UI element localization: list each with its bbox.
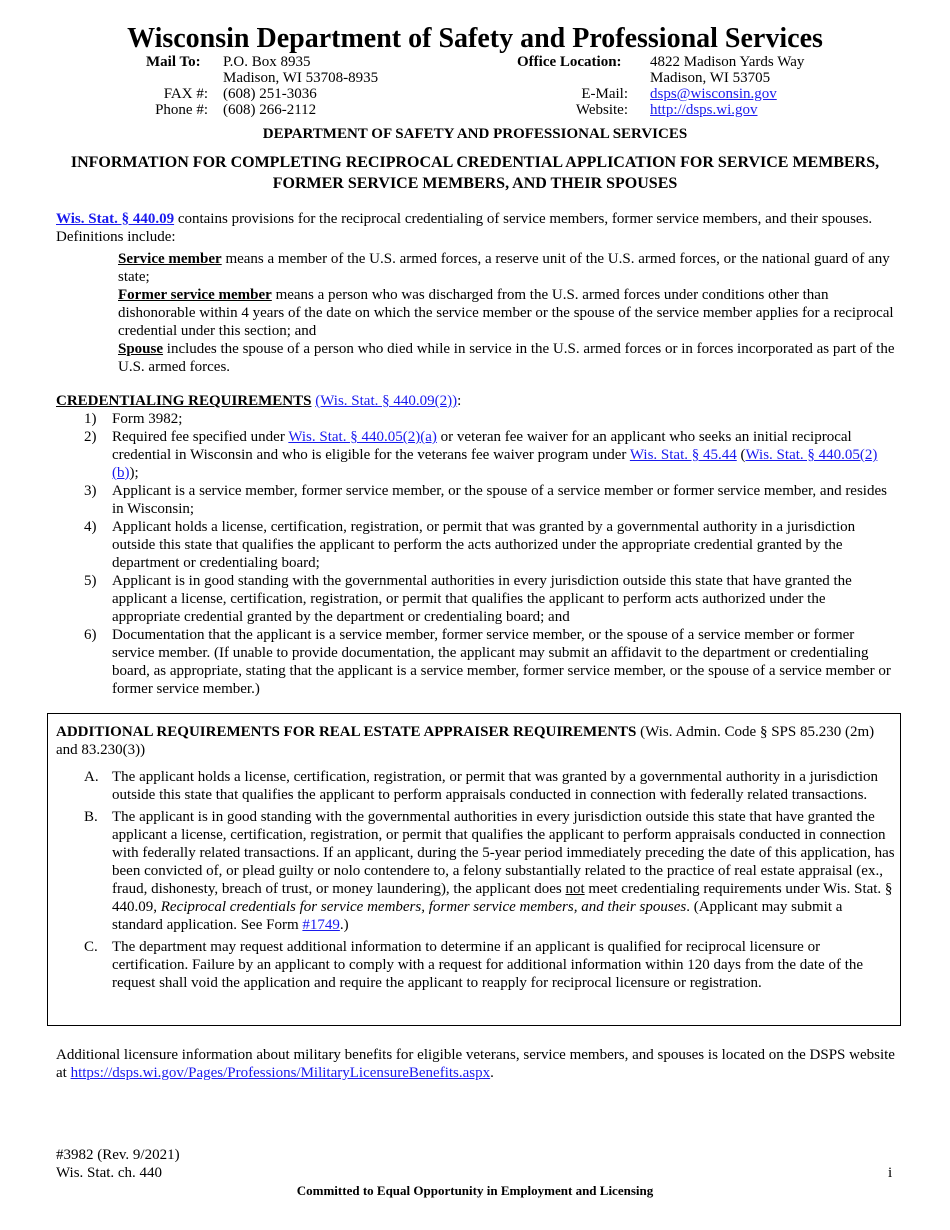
fax-value: (608) 251-3036 [223, 86, 317, 102]
info-title: INFORMATION FOR COMPLETING RECIPROCAL CREDENTIAL APPLICATION FOR SERVICE MEMBERS, FORMER SERVICE MEMBERS, AND THEIR SPOUSES [70, 154, 880, 192]
list-number: 4) [84, 519, 97, 535]
office-location-label: Office Location: [517, 54, 622, 70]
appraiser-item [56, 768, 896, 804]
definition-spouse [118, 340, 896, 376]
phone-label: Phone #: [155, 102, 208, 118]
requirement-text: Documentation that the applicant is a service member, former service member, or the spouse of a service member or former service member. (If unable to provide documentation, the applicant may submit an affidavit to the department or credentialing board, as appropriate, stating that the applicant is a service member, former service member, or the spouse of a service member or former service member.) [112, 627, 891, 697]
requirement-text: ); [129, 465, 139, 481]
appraiser-item [56, 938, 896, 992]
definition-text: means a person who was discharged from the U.S. armed forces under conditions other than dishonorable within 4 years of the date on which the service member or the spouse of the service member applies for a reciprocal credential under this section; and [118, 287, 894, 339]
appraiser-item [56, 808, 896, 934]
fax-label: FAX #: [163, 86, 208, 102]
appraiser-text: The applicant is in good standing with the governmental authorities in every jurisdiction outside this state that have granted the applicant a license, certification, registration, or permit that qualifies the applicant to perform appraisals conducted in connection with federally related transactions. If an applicant, during the 5-year period immediately preceding the date of this application, has been convicted of, or plead guilty or nolo contendere to, a felony substantially related to the practice of real estate appraisal (ex., fraud, dishonesty, breach of trust, or money laundering), the applicant does [112, 809, 895, 897]
intro-paragraph [56, 210, 896, 246]
footer-statute: Wis. Stat. ch. 440 [56, 1165, 163, 1181]
phone-value: (608) 266-2112 [223, 102, 317, 118]
military-benefits-link[interactable]: https://dsps.wi.gov/Pages/Professions/MilitaryLicensureBenefits.aspx [70, 1065, 491, 1081]
appraiser-text: The department may request additional information to determine if an applicant is qualified for reciprocal licensure or certification. Failure by an applicant to comply with a request for additional information within 120 days from the date of the request shall void the application and require the applicant to reapply for reciprocal licensure or registration. [112, 939, 864, 991]
requirement-item [56, 518, 896, 572]
intro-text: contains provisions for the reciprocal credentialing of service members, former service members, and their spouses. Definitions include: [56, 211, 873, 245]
page-number: i [888, 1165, 893, 1181]
office-line2: Madison, WI 53705 [650, 70, 771, 86]
email-label: E-Mail: [581, 86, 628, 102]
list-number: 1) [84, 411, 97, 427]
credentialing-requirements-list [56, 410, 896, 698]
credentialing-colon: : [457, 393, 462, 409]
appraiser-requirements-list [56, 768, 896, 996]
appraiser-text: . (Applicant may submit a standard application. See Form [112, 899, 843, 933]
appraiser-heading-text: ADDITIONAL REQUIREMENTS FOR REAL ESTATE APPRAISER REQUIREMENTS [56, 724, 637, 740]
list-letter: C. [84, 939, 98, 955]
appraiser-text: The applicant holds a license, certification, registration, or permit that was granted by a governmental authority in a jurisdiction outside this state that qualifies the applicant to perform appraisals conducted in connection with federally related transactions. [112, 769, 879, 803]
email-link[interactable]: dsps@wisconsin.gov [650, 86, 777, 102]
office-line1: 4822 Madison Yards Way [650, 54, 805, 70]
additional-info-end: . [490, 1065, 494, 1081]
appraiser-heading [56, 723, 886, 759]
definition-text: means a member of the U.S. armed forces, a reserve unit of the U.S. armed forces, or the national guard of any state; [118, 251, 890, 285]
definition-text: includes the spouse of a person who died while in service in the U.S. armed forces or in forces incorporated as part of the U.S. armed forces. [118, 341, 895, 375]
credentialing-heading [56, 392, 896, 410]
credentialing-heading-text: CREDENTIALING REQUIREMENTS [56, 393, 312, 409]
requirement-item [56, 410, 896, 428]
department-heading: DEPARTMENT OF SAFETY AND PROFESSIONAL SERVICES [262, 126, 688, 142]
page-title: Wisconsin Department of Safety and Professional Services [127, 23, 823, 54]
requirement-item [56, 572, 896, 626]
requirement-item [56, 626, 896, 698]
appraiser-italic-title: Reciprocal credentials for service members, former service members, and their spouses [160, 899, 687, 915]
website-label: Website: [575, 102, 628, 118]
statute-440-09-link[interactable]: Wis. Stat. § 440.09 [56, 211, 175, 227]
additional-info-text: Additional licensure information about military benefits for eligible veterans, service members, and spouses is located on the DSPS website at [56, 1047, 895, 1081]
definition-term: Former service member [118, 287, 272, 303]
definition-former-service-member [118, 286, 896, 340]
requirement-text: ( [736, 447, 746, 463]
requirement-text: Required fee specified under [112, 429, 289, 445]
requirement-text: or veteran fee waiver for an applicant who seeks an initial reciprocal credential in Wisconsin and who is eligible for the veterans fee waiver program under [112, 429, 852, 463]
statute-440-05-2b-link[interactable]: Wis. Stat. § 440.05(2)(b) [112, 447, 878, 481]
requirement-item [56, 482, 896, 518]
equal-opportunity-statement: Committed to Equal Opportunity in Employment and Licensing [296, 1183, 654, 1198]
list-letter: A. [84, 769, 99, 785]
appraiser-text: .) [339, 917, 349, 933]
appraiser-heading-cite: (Wis. Admin. Code § SPS 85.230 (2m) and 83.230(3)) [56, 724, 875, 758]
statute-45-44-link[interactable]: Wis. Stat. § 45.44 [629, 447, 737, 463]
requirement-text: Applicant is a service member, former service member, or the spouse of a service member or former service member, and resides in Wisconsin; [112, 483, 887, 517]
mail-to-label: Mail To: [146, 54, 201, 70]
requirement-text: Form 3982; [112, 411, 183, 427]
list-number: 5) [84, 573, 97, 589]
list-letter: B. [84, 809, 98, 825]
list-number: 6) [84, 627, 97, 643]
form-number: #3982 (Rev. 9/2021) [56, 1147, 180, 1163]
appraiser-text: meet credentialing requirements under Wis. Stat. § 440.09, [112, 881, 893, 915]
footer-form-info [56, 1146, 180, 1182]
website-link[interactable]: http://dsps.wi.gov [650, 102, 758, 118]
statute-440-09-2-link[interactable]: (Wis. Stat. § 440.09(2)) [315, 393, 458, 409]
form-1749-link[interactable]: #1749 [302, 917, 340, 933]
requirement-item [56, 428, 896, 482]
appraiser-emphasis-not: not [565, 881, 585, 897]
mail-to-line2: Madison, WI 53708-8935 [223, 70, 379, 86]
list-number: 2) [84, 429, 97, 445]
requirement-text: Applicant is in good standing with the governmental authorities in every jurisdiction outside this state that have granted the applicant a license, certification, registration, or permit that qualifies the applicant to perform acts authorized under the appropriate credential granted by the department or credentialing board; and [112, 573, 852, 625]
additional-info-paragraph [56, 1046, 896, 1082]
mail-to-line1: P.O. Box 8935 [223, 54, 311, 70]
definition-service-member [118, 250, 896, 286]
definitions [118, 250, 896, 376]
definition-term: Spouse [118, 341, 164, 357]
definition-term: Service member [118, 251, 222, 267]
list-number: 3) [84, 483, 97, 499]
requirement-text: Applicant holds a license, certification, registration, or permit that was granted by a governmental authority in a jurisdiction outside this state that qualifies the applicant to perform the acts authorized under the appropriate credential granted by the department or credentialing board; [112, 519, 856, 571]
statute-440-05-2a-link[interactable]: Wis. Stat. § 440.05(2)(a) [288, 429, 437, 445]
